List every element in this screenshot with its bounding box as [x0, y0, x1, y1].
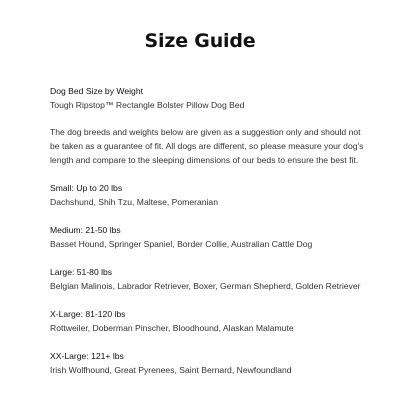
size-x-large	[50, 307, 370, 335]
size-breeds: Dachshund, Shih Tzu, Maltese, Pomeranian	[50, 197, 218, 207]
size-xx-large	[50, 349, 370, 377]
fit-disclaimer: The dog breeds and weights below are given as a suggestion only and should not be taken as a guarantee of fit. All dogs are different, so please measure your dog's length and compare to the sleeping dimensions of our beds to ensure the best fit.	[50, 127, 364, 165]
size-breeds: Rottweiler, Doberman Pinscher, Bloodhound, Alaskan Malamute	[50, 323, 294, 333]
section-heading: Dog Bed Size by Weight	[50, 86, 143, 96]
size-small	[50, 181, 370, 209]
size-guide-content	[50, 84, 370, 377]
size-label: Small: Up to 20 lbs	[50, 183, 123, 193]
size-breeds: Basset Hound, Springer Spaniel, Border Collie, Australian Cattle Dog	[50, 239, 313, 249]
size-label: XX-Large: 121+ lbs	[50, 351, 124, 361]
size-large	[50, 265, 370, 293]
size-label: X-Large: 81-120 lbs	[50, 309, 126, 319]
size-label: Medium: 21-50 lbs	[50, 225, 121, 235]
size-breeds: Belgian Malinois, Labrador Retriever, Boxer, German Shepherd, Golden Retriever	[50, 281, 361, 291]
page-title: Size Guide	[144, 30, 256, 52]
size-medium	[50, 223, 370, 251]
size-breeds: Irish Wolfhound, Great Pyrenees, Saint Bernard, Newfoundland	[50, 365, 292, 375]
product-name: Tough Ripstop™ Rectangle Bolster Pillow Dog Bed	[50, 100, 245, 110]
size-label: Large: 51-80 lbs	[50, 267, 113, 277]
